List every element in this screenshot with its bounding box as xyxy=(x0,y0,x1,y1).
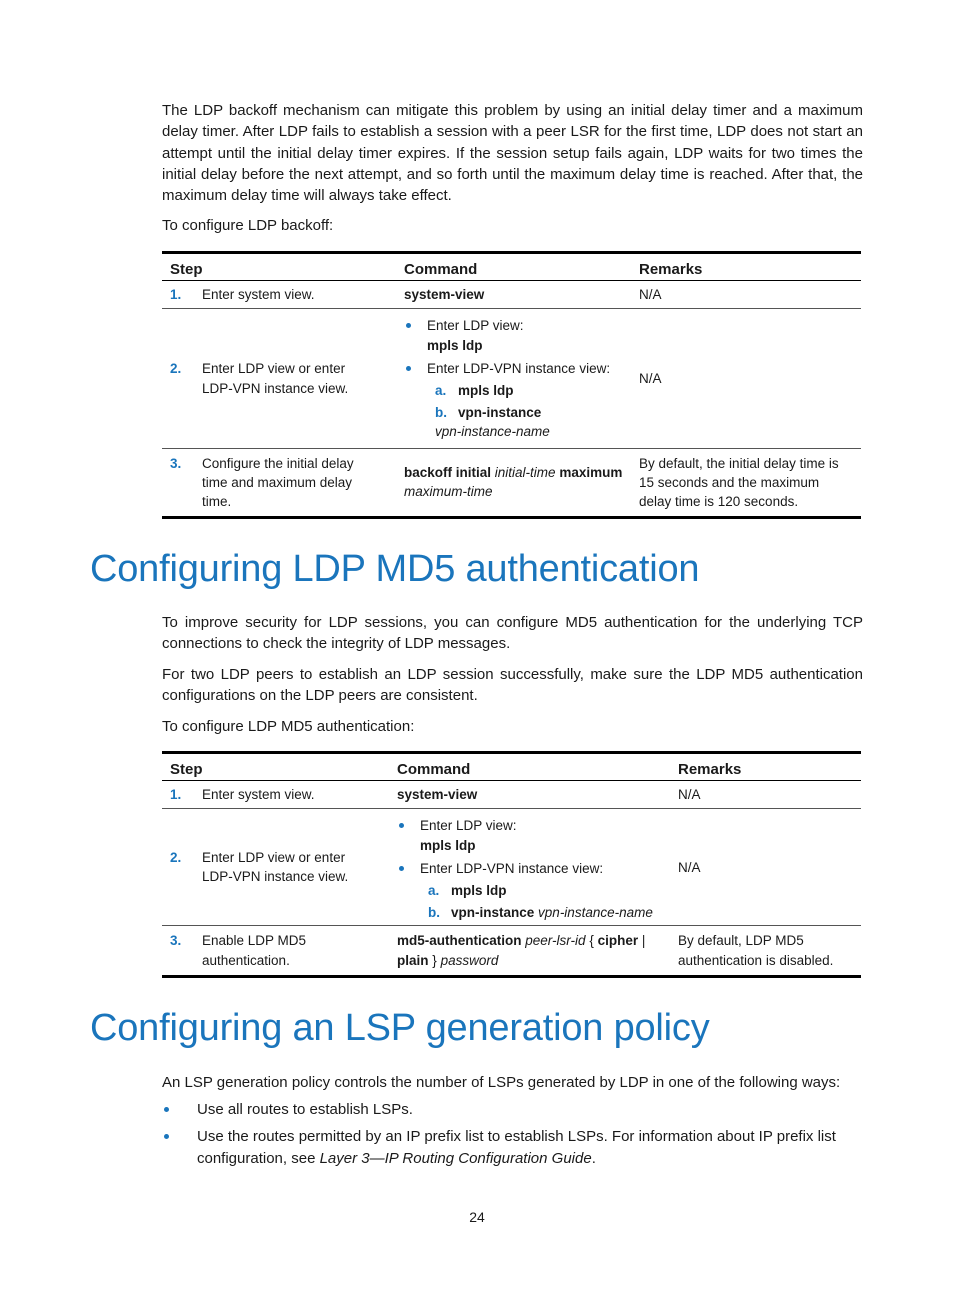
lsp-paragraph: An LSP generation policy controls the number of LSPs generated by LDP in one of the following ways: xyxy=(162,1074,841,1091)
md5-lead-in: To configure LDP MD5 authentication: xyxy=(162,718,415,735)
header-step: Step xyxy=(162,253,396,281)
step-text: Enter LDP view or enter LDP-VPN instance view. xyxy=(202,361,349,396)
intro-paragraph: The LDP backoff mechanism can mitigate this problem by using an initial delay timer and a maximum delay timer. After LDP fails to establish a session with a peer LSR for the first time, LDP does not start an attempt until the initial delay timer expires. If the session setup fails again, LDP waits for two times the initial delay before the next attempt, and so forth until the maximum delay time is reached. After that, the maximum delay time will always take effect. xyxy=(162,102,863,205)
list-item: Enter LDP view: mpls ldp xyxy=(397,816,662,854)
table-row: 3. Enable LDP MD5 authentication. md5-authentication peer-lsr-id { cipher | plain } password By default, LDP MD5 authentication is disabled. xyxy=(162,926,861,976)
header-command: Command xyxy=(396,253,631,281)
step-number: 1. xyxy=(170,287,182,303)
section-heading-md5: Configuring LDP MD5 authentication xyxy=(90,548,700,590)
table-header-row xyxy=(162,253,861,281)
page-number: 24 xyxy=(469,1209,485,1225)
table-row: 3. Configure the initial delay time and maximum delay time. backoff initial initial-time maximum maximum-time By default, the initial delay time is 15 seconds and the maximum delay time is 120 seconds. xyxy=(162,448,861,518)
lsp-bullet-list xyxy=(162,1099,863,1175)
step-text: Enable LDP MD5 authentication. xyxy=(202,933,307,968)
list-item: Enter LDP view: mpls ldp xyxy=(404,316,623,354)
header-step: Step xyxy=(162,753,389,781)
command-list xyxy=(397,816,662,922)
remarks-text: N/A xyxy=(639,370,662,386)
sub-step: a. mpls ldp xyxy=(435,383,514,399)
command-text: system-view xyxy=(397,787,478,803)
sub-step: b. vpn-instance vpn-instance-name xyxy=(428,905,653,921)
command-text: mpls ldp xyxy=(420,837,476,853)
table-row xyxy=(162,809,861,926)
list-item: Enter LDP-VPN instance view: a. mpls ldp b. vpn-instance vpn-instance-name xyxy=(397,859,662,923)
sub-step: a. mpls ldp xyxy=(428,883,507,899)
step-number: 3. xyxy=(170,455,182,471)
list-item: Use all routes to establish LSPs. xyxy=(162,1099,863,1120)
list-item: Enter LDP-VPN instance view: a. mpls ldp b. vpn-instance vpn-instance-name xyxy=(404,359,623,442)
md5-paragraph-1: To improve security for LDP sessions, you can configure MD5 authentication for the underlying TCP connections to check the integrity of LDP messages. xyxy=(162,614,863,653)
section-heading-lsp: Configuring an LSP generation policy xyxy=(90,1007,710,1049)
step-text: Configure the initial delay time and maximum delay time. xyxy=(202,455,354,510)
remarks-text: By default, LDP MD5 authentication is disabled. xyxy=(678,933,834,968)
table-header-row xyxy=(162,753,861,781)
step-number: 2. xyxy=(170,361,182,377)
list-item: Use the routes permitted by an IP prefix list to establish LSPs. For information about IP prefix list configuration, see Layer 3—IP Routing Configuration Guide. xyxy=(162,1126,863,1169)
remarks-text: N/A xyxy=(678,859,701,875)
table-row xyxy=(162,281,861,309)
remarks-text: By default, the initial delay time is 15 seconds and the maximum delay time is 120 seconds. xyxy=(639,455,839,510)
step-number: 3. xyxy=(170,933,182,949)
guide-reference: Layer 3—IP Routing Configuration Guide xyxy=(319,1149,592,1167)
sub-step-argument: vpn-instance-name xyxy=(435,424,550,440)
step-text: Enter system view. xyxy=(202,787,315,803)
step-number: 2. xyxy=(170,850,182,866)
command-list xyxy=(404,316,623,441)
ldp-md5-table xyxy=(162,751,861,978)
ldp-backoff-table xyxy=(162,251,861,519)
bullet-icon xyxy=(164,1134,169,1139)
header-remarks: Remarks xyxy=(631,253,861,281)
table-row xyxy=(162,781,861,809)
step-number: 1. xyxy=(170,787,182,803)
sub-step: b. vpn-instance xyxy=(435,405,542,421)
header-command: Command xyxy=(389,753,670,781)
command-text: mpls ldp xyxy=(427,337,483,353)
bullet-icon xyxy=(164,1107,169,1112)
remarks-text: N/A xyxy=(678,787,701,803)
step-text: Enter LDP view or enter LDP-VPN instance view. xyxy=(202,850,349,885)
md5-paragraph-2: For two LDP peers to establish an LDP session successfully, make sure the LDP MD5 authentication configurations on the LDP peers are consistent. xyxy=(162,666,863,705)
header-remarks: Remarks xyxy=(670,753,861,781)
step-text: Enter system view. xyxy=(202,287,315,303)
command-text: system-view xyxy=(404,287,485,303)
remarks-text: N/A xyxy=(639,287,662,303)
table-row xyxy=(162,309,861,448)
intro-lead-in: To configure LDP backoff: xyxy=(162,217,334,234)
